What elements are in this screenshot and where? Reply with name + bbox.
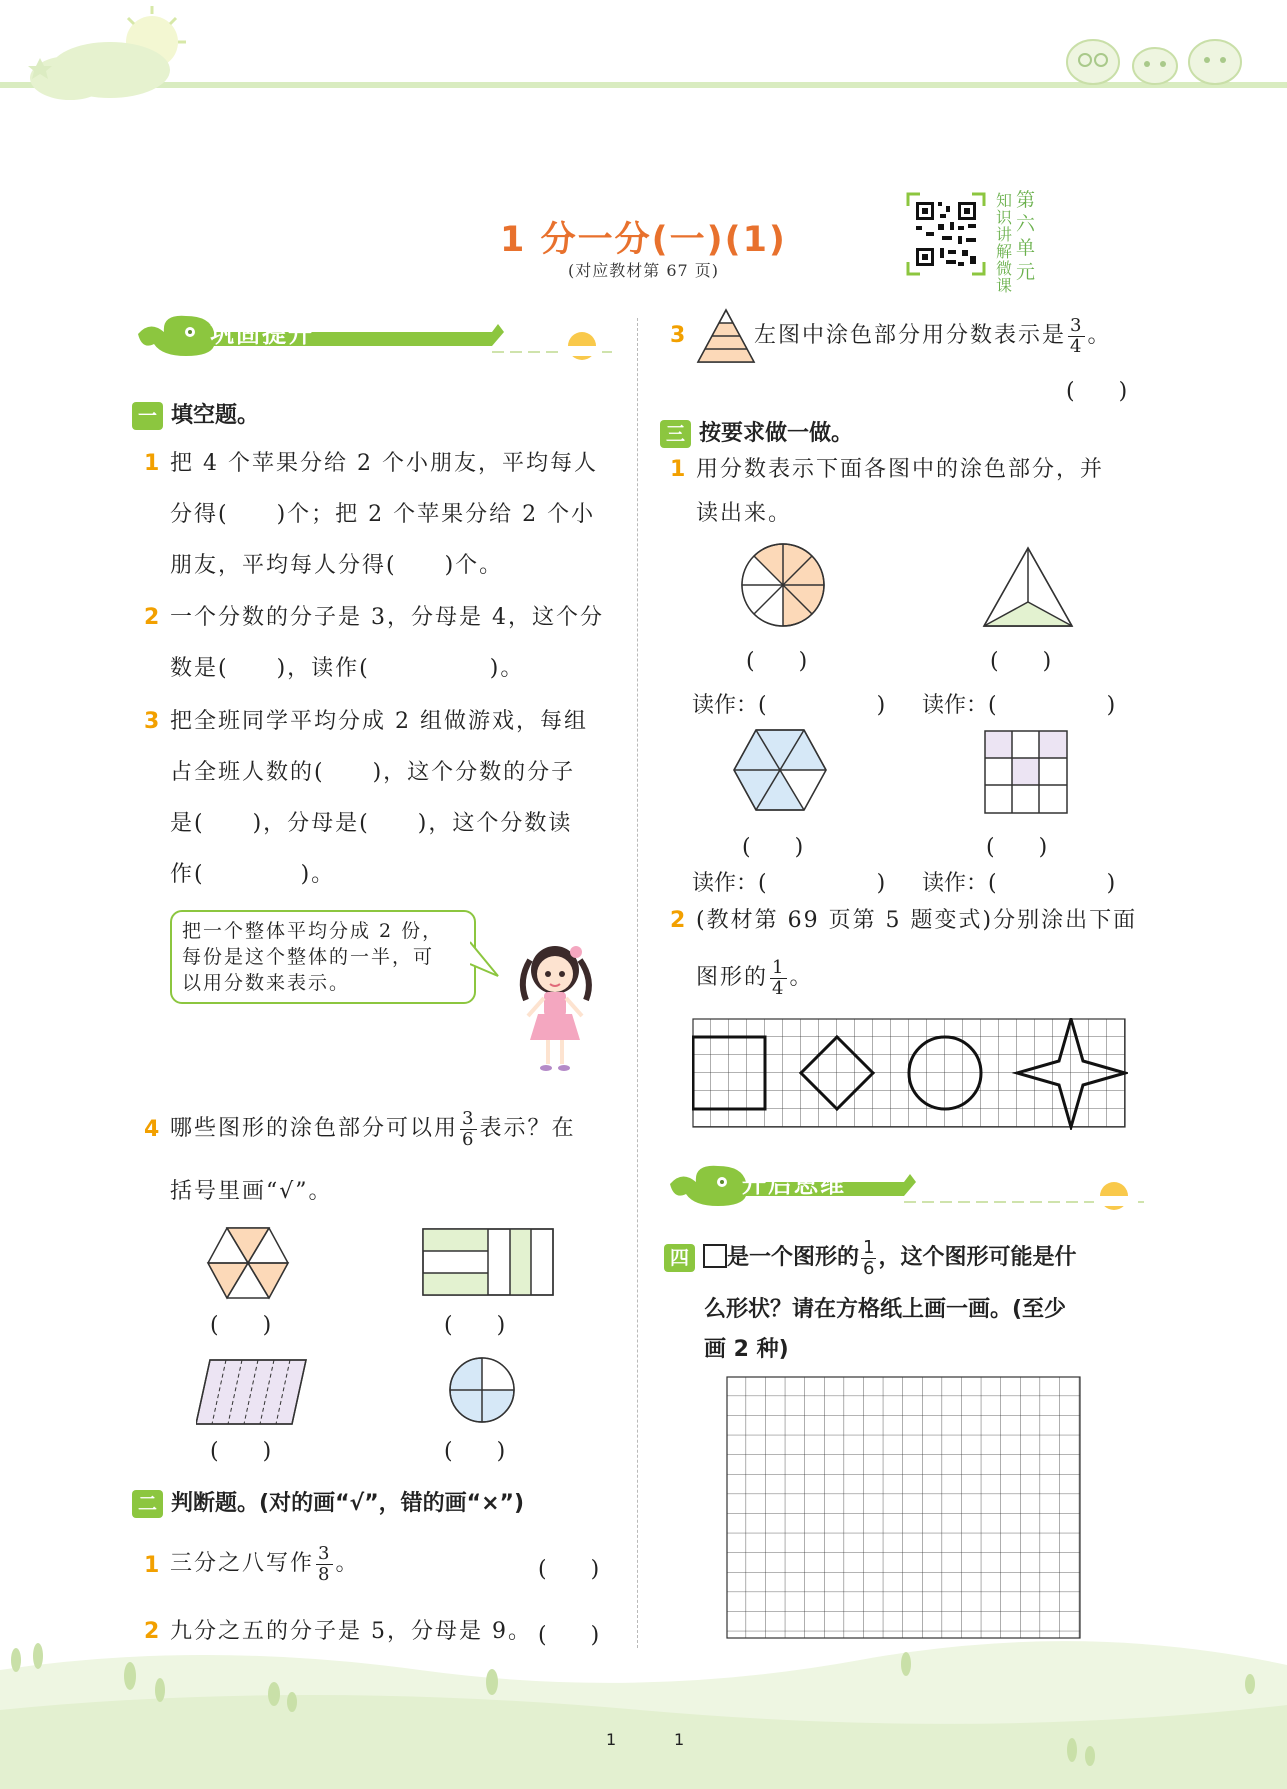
triangle-thirds-figure [982,546,1074,628]
hexagon-sixths-figure [732,728,828,812]
banner-thinking-label: 开启思维 [742,1170,846,1198]
s3-q1-num: 1 [670,457,688,482]
banner-consolidate-label: 巩固提升 [210,320,314,348]
page-title: 1 分一分(一)(1) [500,220,787,260]
s3-paren-2[interactable]: ( ) [990,649,1052,674]
s2-q3-paren[interactable]: ( ) [1066,379,1128,404]
s2-q3-num: 3 [670,323,688,348]
section3-num: 三 [660,420,691,448]
grid-ninths-figure [984,730,1068,814]
cloud-sun-decoration [0,0,200,110]
shape-circle-quarters [448,1356,516,1424]
s1-q2-num: 2 [144,605,162,630]
small-square-icon [703,1244,727,1268]
s3-read-1[interactable]: 读作：( ) [692,693,886,718]
section2-num: 二 [132,1490,163,1518]
girl-illustration [510,940,600,1080]
s2-q2-paren[interactable]: ( ) [538,1623,600,1648]
shape-parallelogram-shaded [196,1358,308,1426]
qr-code[interactable] [906,192,986,276]
s2-q2-text: 九分之五的分子是 5，分母是 9。 [170,1619,532,1644]
page-subtitle: (对应教材第 67 页) [567,261,720,280]
section4-line3: 画 2 种) [704,1337,789,1362]
section1-heading: 一 填空题。 [132,398,259,430]
s2-q1-paren[interactable]: ( ) [538,1557,600,1582]
section4-line1: 四 是一个图形的 $\frac{1}{6}$ ，这个图形可能是什 [664,1230,1077,1286]
shape-hexagon-shaded [206,1226,290,1300]
animal-faces-decoration [1055,20,1255,90]
footer-landscape [0,1610,1287,1789]
section1-num: 一 [132,402,163,430]
hint-bubble: 把一个整体平均分成 2 份， 每份是这个整体的一半，可 以用分数来表示。 [170,910,476,1004]
drawing-grid-paper[interactable] [726,1376,1082,1640]
s1-q3-num: 3 [144,709,162,734]
s3-q2-num: 2 [670,908,688,933]
s1-q1-text: 把 4 个苹果分给 2 个小朋友，平均每人 分得( )个；把 2 个苹果分给 2 个小 朋友，平均每人分得( )个。 [170,451,598,578]
s2-q1-text: 三分之八写作 $\frac{3}{8}$ 。 [170,1542,360,1585]
s1-q4-paren-1[interactable]: ( ) [210,1313,272,1338]
s3-paren-3[interactable]: ( ) [742,835,804,860]
s3-q2-line1: (教材第 69 页第 5 题变式)分别涂出下面 [696,908,1138,933]
page-number-right: 1 [674,1730,685,1749]
s3-paren-1[interactable]: ( ) [746,649,808,674]
s1-q4-paren-2[interactable]: ( ) [444,1313,506,1338]
page-number-left: 1 [606,1730,617,1749]
s1-q4-num: 4 [144,1117,162,1142]
s2-q2-num: 2 [144,1619,162,1644]
section2-heading: 二 判断题。(对的画“√”，错的画“×”) [132,1486,524,1518]
s1-q2-text: 一个分数的分子是 3，分母是 4，这个分 数是( )，读作( )。 [170,605,604,681]
section4-line2: 么形状？请在方格纸上画一画。(至少 [704,1297,1067,1322]
column-divider [637,318,638,1648]
s1-q3-text: 把全班同学平均分成 2 组做游戏，每组 占全班人数的( )，这个分数的分子 是( )，分母是( )，这个分数读 作( )。 [170,709,588,887]
fraction-1-6: $\frac{1}{6}$ [863,1236,875,1279]
circle-eighths-figure [740,542,826,628]
s3-read-3[interactable]: 读作：( ) [692,871,886,896]
fraction-3-6: $\frac{3}{6}$ [462,1107,476,1150]
section4-num: 四 [664,1244,695,1272]
fraction-3-8: $\frac{3}{8}$ [318,1542,332,1585]
fraction-3-4: $\frac{3}{4}$ [1070,314,1084,357]
banner-consolidate [132,310,612,350]
shape-rectangle-shaded [422,1228,554,1296]
fraction-1-4: $\frac{1}{4}$ [772,956,786,999]
qr-label-col2: 第 六 单 元 [1016,189,1036,283]
s1-q4-text: 哪些图形的涂色部分可以用 $\frac{3}{6}$ 表示？在 [170,1107,576,1150]
s1-q4-paren-3[interactable]: ( ) [210,1439,272,1464]
s3-paren-4[interactable]: ( ) [986,835,1048,860]
bubble-tail [470,940,500,980]
banner-thinking [664,1160,1144,1200]
shapes-grid-figure[interactable] [692,1018,1128,1130]
s3-q2-line2: 图形的 $\frac{1}{4}$ 。 [696,956,814,999]
qr-label-col1: 知 识 讲 解 微 课 [996,191,1013,295]
s2-q3-text: 左图中涂色部分用分数表示是 $\frac{3}{4}$ 。 [754,314,1112,357]
s2-q1-num: 1 [144,1553,162,1578]
s3-read-2[interactable]: 读作：( ) [922,693,1116,718]
s1-q1-num: 1 [144,451,162,476]
s3-read-4[interactable]: 读作：( ) [922,871,1116,896]
triangle-striped-figure [696,308,756,364]
s1-q4-line2: 括号里画“√”。 [170,1179,333,1204]
section3-heading: 三 按要求做一做。 [660,416,853,448]
s1-q4-paren-4[interactable]: ( ) [444,1439,506,1464]
s3-q1-text: 用分数表示下面各图中的涂色部分，并 读出来。 [696,457,1105,526]
